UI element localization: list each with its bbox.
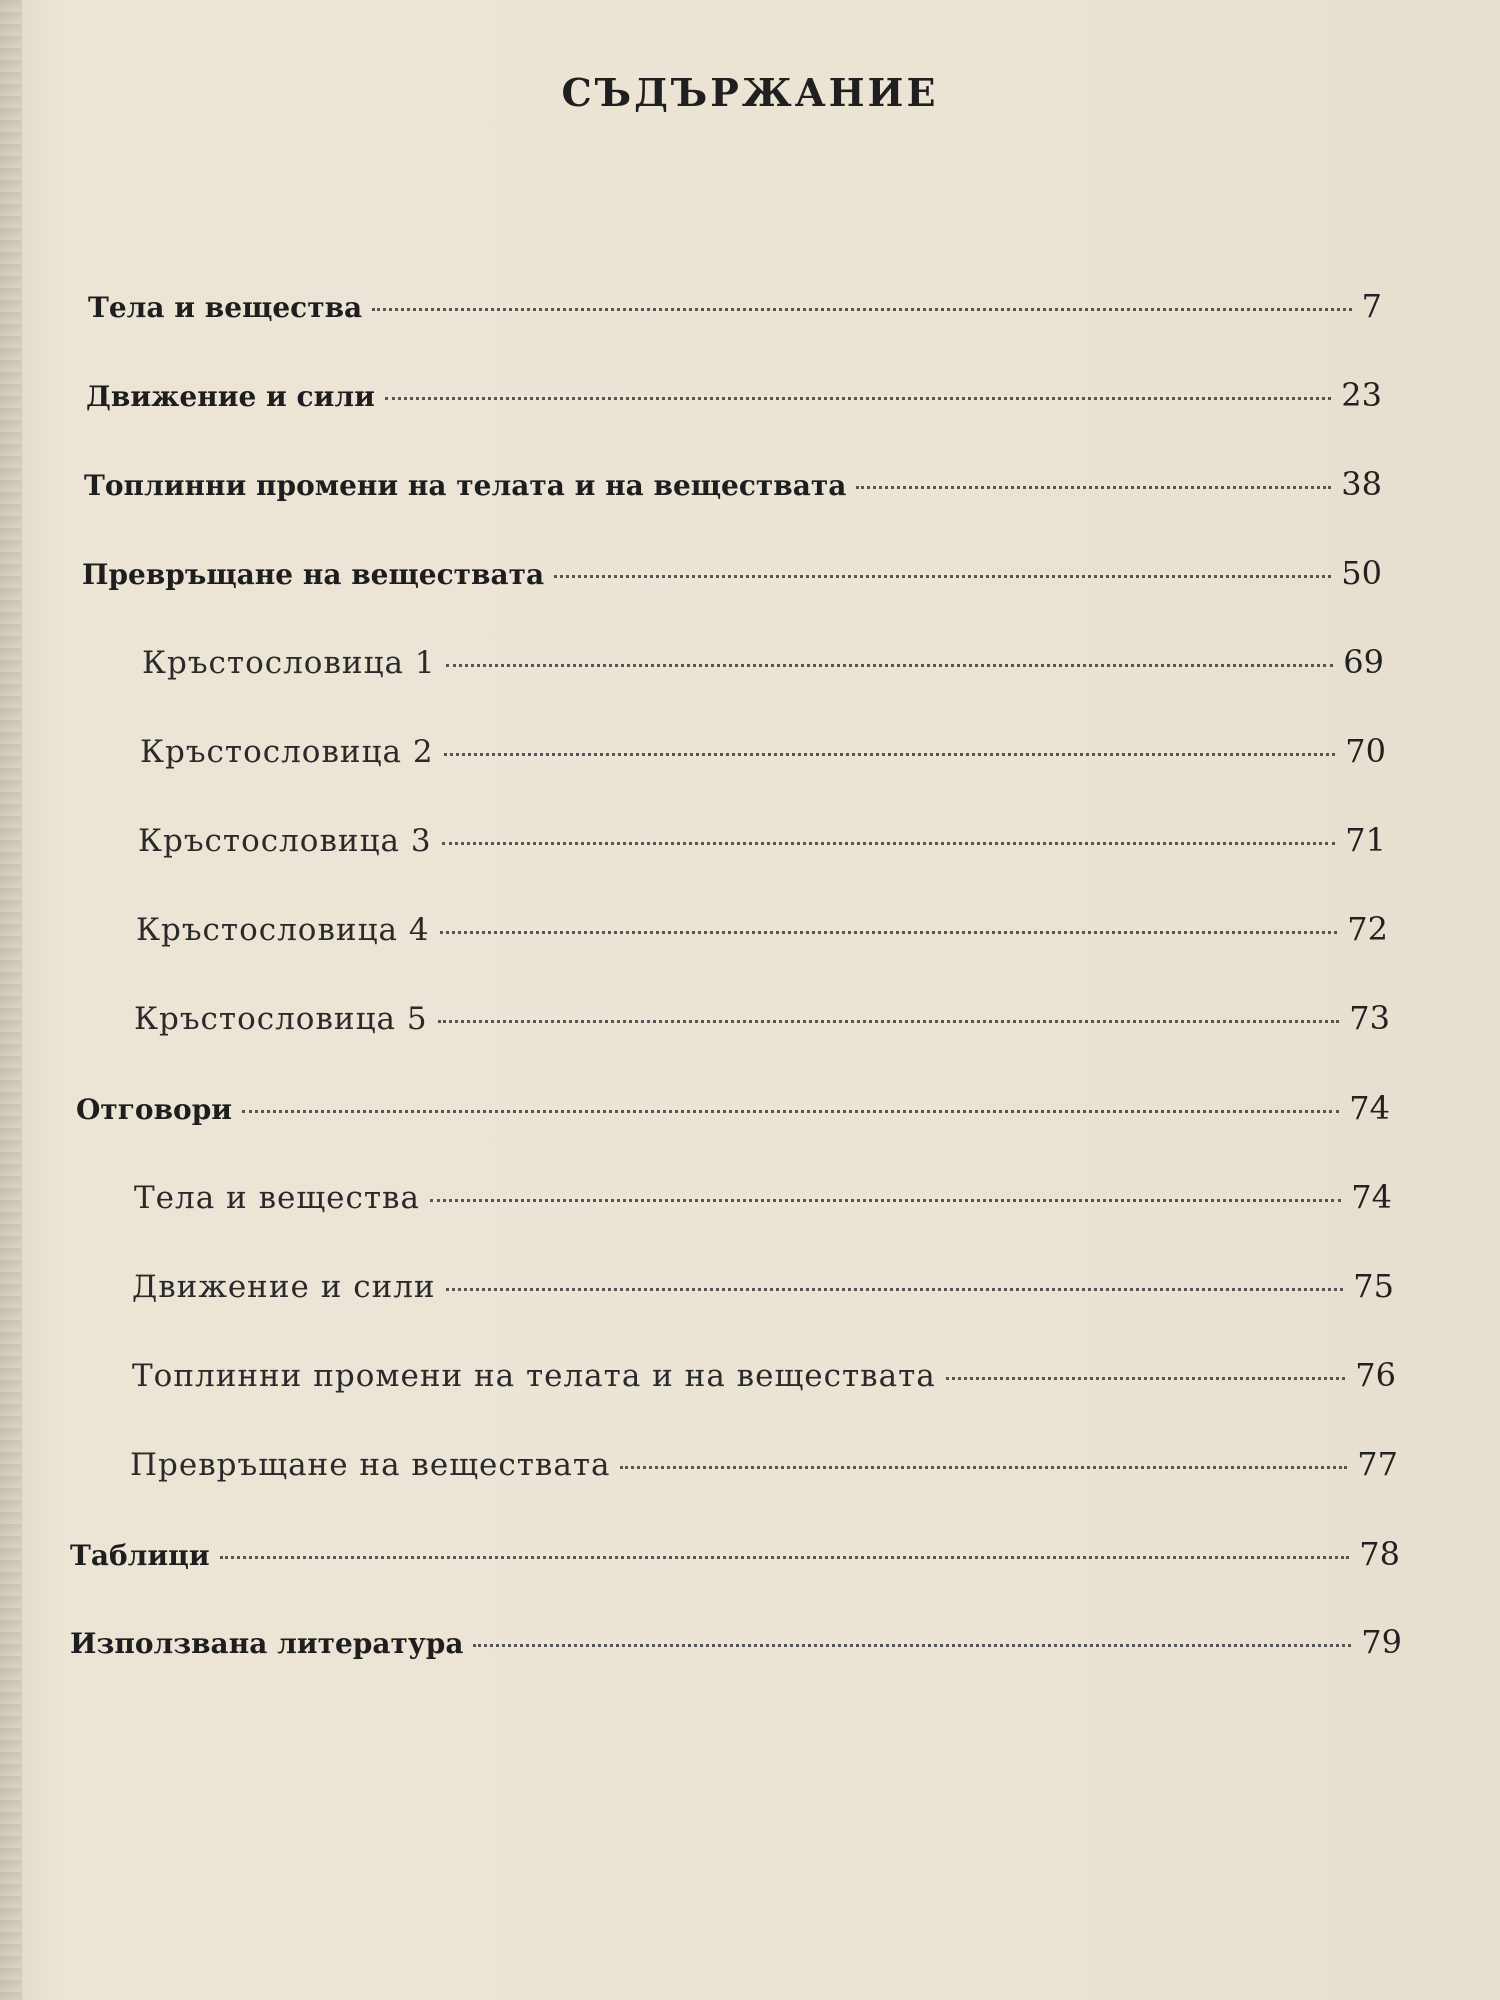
- toc-entry-page: 71: [1345, 821, 1386, 859]
- toc-entry-label: Таблици: [70, 1539, 210, 1572]
- dot-leader: [440, 931, 1338, 934]
- dot-leader: [442, 842, 1336, 845]
- toc-entry-page: 23: [1341, 376, 1382, 414]
- toc-entry: [142, 640, 1384, 684]
- dot-leader: [438, 1020, 1340, 1023]
- toc-entry-page: 38: [1341, 465, 1382, 503]
- dot-leader: [430, 1199, 1341, 1202]
- toc-entry-page: 79: [1361, 1623, 1402, 1661]
- toc-entry: [70, 1620, 1402, 1664]
- toc-entry: [138, 818, 1386, 862]
- dot-leader: [220, 1556, 1350, 1559]
- dot-leader: [473, 1644, 1351, 1647]
- dot-leader: [385, 397, 1331, 400]
- toc-entry: [86, 373, 1382, 417]
- toc-entry-page: 73: [1349, 999, 1390, 1037]
- toc-entry-page: 78: [1359, 1535, 1400, 1573]
- dot-leader: [242, 1110, 1339, 1113]
- toc-entry-page: 74: [1349, 1089, 1390, 1127]
- toc-entry: [134, 996, 1390, 1040]
- dot-leader: [372, 308, 1351, 311]
- toc-entry-page: 69: [1343, 643, 1384, 681]
- toc-entry-label: Превръщане на веществата: [130, 1447, 611, 1483]
- toc-entry-page: 70: [1345, 732, 1386, 770]
- toc-entry-label: Превръщане на веществата: [82, 558, 545, 591]
- toc-entry: [132, 1264, 1394, 1308]
- toc-entry: [130, 1442, 1398, 1486]
- toc-entry-page: 76: [1355, 1356, 1396, 1394]
- dot-leader: [444, 753, 1336, 756]
- toc-entry: [140, 729, 1386, 773]
- dot-leader: [554, 575, 1331, 578]
- toc-entry-page: 7: [1361, 287, 1382, 325]
- dot-leader: [620, 1466, 1347, 1469]
- dot-leader: [856, 486, 1331, 489]
- toc-entry-label: Топлинни промени на телата и на веществата: [84, 469, 847, 502]
- page-title: СЪДЪРЖАНИЕ: [561, 70, 939, 115]
- toc-entry-label: Тела и вещества: [88, 291, 363, 324]
- toc-entry: [136, 907, 1388, 951]
- toc-entry-page: 75: [1353, 1267, 1394, 1305]
- toc-entry-label: Кръстословица 3: [138, 823, 432, 859]
- toc-entry-label: Движение и сили: [132, 1269, 436, 1305]
- toc-entry-page: 50: [1341, 554, 1382, 592]
- toc-entry: [76, 1086, 1390, 1130]
- toc-entry-label: Тела и вещества: [134, 1180, 420, 1216]
- toc-entry-label: Кръстословица 5: [134, 1001, 428, 1037]
- toc-entry: [134, 1175, 1392, 1219]
- toc-entry-label: Отговори: [76, 1093, 233, 1126]
- dot-leader: [446, 664, 1334, 667]
- toc-entry-page: 77: [1357, 1445, 1398, 1483]
- toc-entry-label: Топлинни промени на телата и на веществата: [132, 1358, 936, 1394]
- toc-entry: [70, 1532, 1400, 1576]
- toc-entry-label: Кръстословица 1: [142, 645, 436, 681]
- dot-leader: [446, 1288, 1344, 1291]
- toc-entry-page: 72: [1347, 910, 1388, 948]
- toc-entry-label: Използвана литература: [70, 1627, 464, 1660]
- toc-entry: [84, 462, 1382, 506]
- toc-entry: [88, 284, 1382, 328]
- toc-entry-label: Кръстословица 2: [140, 734, 434, 770]
- toc-entry-page: 74: [1351, 1178, 1392, 1216]
- toc-entry-label: Движение и сили: [86, 380, 375, 413]
- dot-leader: [946, 1377, 1346, 1380]
- toc-entry-label: Кръстословица 4: [136, 912, 430, 948]
- toc-entry: [82, 551, 1382, 595]
- toc-entry: [132, 1353, 1396, 1397]
